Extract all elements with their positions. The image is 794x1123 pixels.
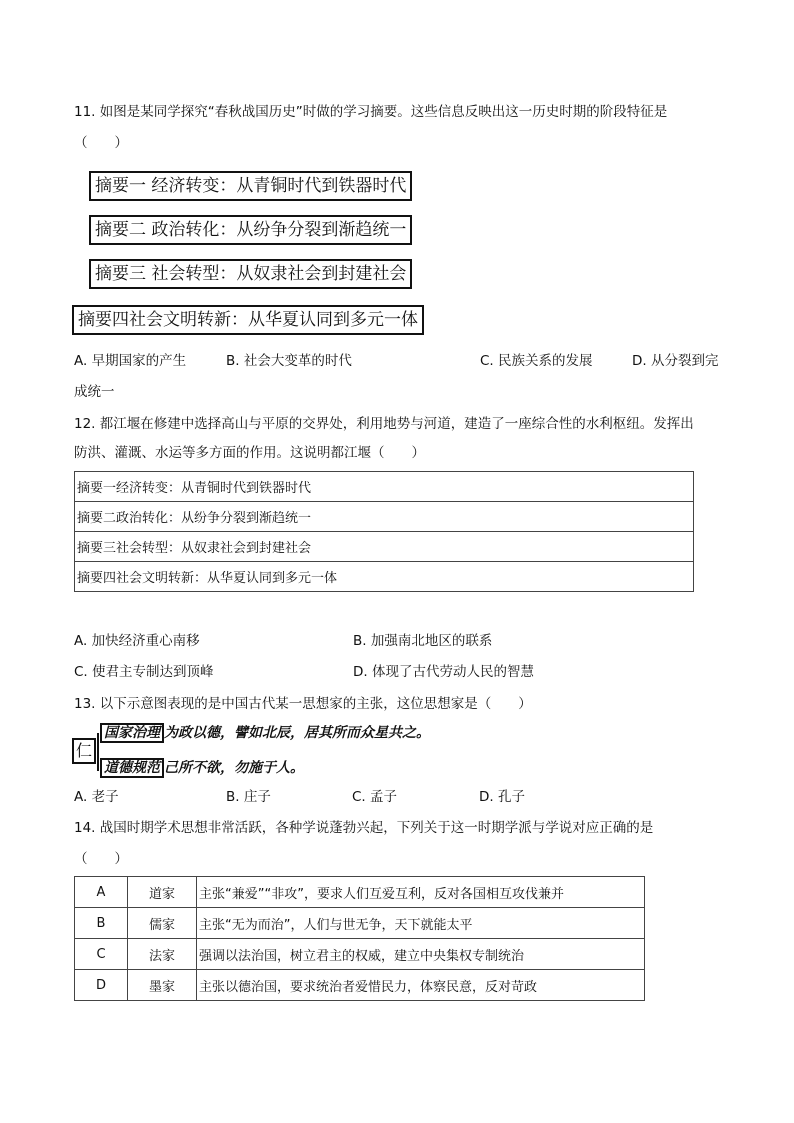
q11-summary-2: 摘要二 政治转化：从纷争分裂到渐趋统一 [89,215,412,245]
q13-option-c: C. 孟子 [352,789,398,805]
q11-summary-4: 摘要四社会文明转新：从华夏认同到多元一体 [72,305,424,335]
q14-row-desc: 主张“无为而治”，人们与世无争，天下就能太平 [197,908,645,939]
q14-row-desc: 强调以法治国，树立君主的权威，建立中央集权专制统治 [197,939,645,970]
q11-stem: 11. 如图是某同学探究“春秋战国历史”时做的学习摘要。这些信息反映出这一历史时期的阶段特征是 [74,104,668,120]
q13-label-moral-norms: 道德规范 [100,758,164,778]
q11-summary-1: 摘要一 经济转变：从青铜时代到铁器时代 [89,171,412,201]
q14-table [74,876,645,1001]
q14-row-school: 儒家 [128,908,197,939]
table-row [75,472,694,502]
q13-option-b: B. 庄子 [226,789,271,805]
q14-row-school: 法家 [128,939,197,970]
table-row [75,502,694,532]
table-cell: 摘要三社会转型：从奴隶社会到封建社会 [75,532,694,562]
q13-diagram-bottom-row [100,757,304,779]
q14-row-desc: 主张以德治国，要求统治者爱惜民力，体察民意，反对苛政 [197,970,645,1001]
q12-option-d: D. 体现了古代劳动人民的智慧 [353,664,534,680]
q14-row-school: 道家 [128,877,197,908]
q12-option-b: B. 加强南北地区的联系 [353,633,493,649]
q11-option-c: C. 民族关系的发展 [480,353,593,369]
q13-quote-bottom: 己所不欲，勿施于人。 [164,760,304,776]
q12-summary-table [74,471,694,592]
q11-option-b: B. 社会大变革的时代 [226,353,352,369]
q12-option-c: C. 使君主专制达到顶峰 [74,664,214,680]
q12-stem-line-2: 防洪、灌溉、水运等多方面的作用。这说明都江堰（ ） [74,445,425,461]
q14-stem: 14. 战国时期学术思想非常活跃，各种学说蓬勃兴起，下列关于这一时期学派与学说对应正确的是 [74,820,654,836]
q13-center-ren-box: 仁 [72,738,96,764]
table-cell: 摘要二政治转化：从纷争分裂到渐趋统一 [75,502,694,532]
table-cell: 摘要一经济转变：从青铜时代到铁器时代 [75,472,694,502]
table-row [75,877,645,908]
q11-summary-3: 摘要三 社会转型：从奴隶社会到封建社会 [89,259,412,289]
q13-option-d: D. 孔子 [479,789,525,805]
table-row [75,908,645,939]
q14-row-letter: D [75,970,128,1001]
table-row [75,970,645,1001]
q11-option-a: A. 早期国家的产生 [74,353,187,369]
q12-stem-line-1: 12. 都江堰在修建中选择高山与平原的交界处，利用地势与河道，建造了一座综合性的水利枢纽。发挥出 [74,416,694,432]
q14-row-school: 墨家 [128,970,197,1001]
q11-option-d-continued: 成统一 [74,384,115,400]
q13-quote-top: 为政以德，譬如北辰，居其所而众星共之。 [164,725,430,741]
q13-label-state-governance: 国家治理 [100,723,164,743]
q13-diagram-brace [97,733,99,771]
q13-stem: 13. 以下示意图表现的是中国古代某一思想家的主张，这位思想家是（ ） [74,696,532,712]
table-row [75,562,694,592]
q14-row-desc: 主张“兼爱”“非攻”，要求人们互爱互利，反对各国相互攻伐兼并 [197,877,645,908]
q11-answer-paren: （ ） [74,135,128,151]
table-row [75,939,645,970]
q13-diagram-top-row [100,722,430,744]
q14-row-letter: A [75,877,128,908]
table-row [75,532,694,562]
q14-row-letter: C [75,939,128,970]
q12-option-a: A. 加快经济重心南移 [74,633,200,649]
q14-row-letter: B [75,908,128,939]
q11-option-d: D. 从分裂到完 [632,353,719,369]
q14-answer-paren: （ ） [74,851,128,867]
q13-option-a: A. 老子 [74,789,119,805]
table-cell: 摘要四社会文明转新：从华夏认同到多元一体 [75,562,694,592]
